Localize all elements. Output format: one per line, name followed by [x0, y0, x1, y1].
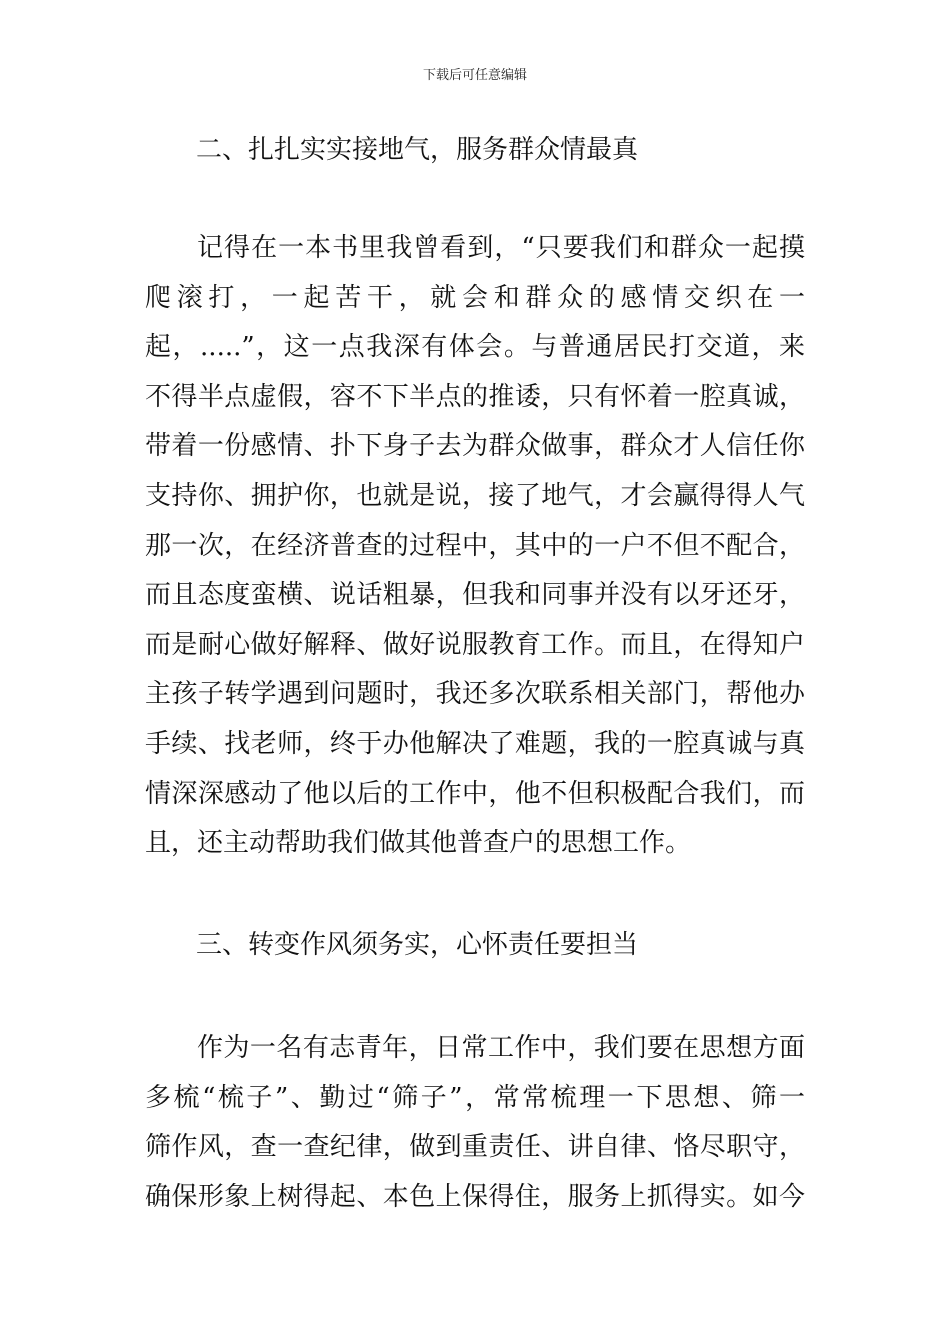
paragraph-line: 不得半点虚假，容不下半点的推诿，只有怀着一腔真诚， [145, 381, 805, 412]
paragraph-line: 爬滚打，一起苦干，就会和群众的感情交织在一 [145, 282, 805, 313]
paragraph-line: 那一次，在经济普查的过程中，其中的一户不但不配合， [145, 530, 805, 561]
paragraph-line: 筛作风，查一查纪律，做到重责任、讲自律、恪尽职守， [145, 1132, 805, 1163]
paragraph-line: 记得在一本书里我曾看到，“只要我们和群众一起摸 [197, 233, 805, 263]
section-heading-3: 三、转变作风须务实，心怀责任要担当 [196, 930, 639, 960]
paragraph-line: 确保形象上树得起、本色上保得住，服务上抓得实。如今 [145, 1181, 805, 1212]
paragraph-line: 作为一名有志青年，日常工作中，我们要在思想方面 [197, 1033, 805, 1063]
paragraph-line: 支持你、拥护你，也就是说，接了地气，才会赢得得人气 [145, 480, 805, 511]
section-3-paragraph [145, 1024, 805, 1222]
paragraph-line: 而是耐心做好解释、做好说服教育工作。而且，在得知户 [145, 629, 805, 660]
section-2-paragraph [145, 224, 805, 869]
paragraph-line: 且，还主动帮助我们做其他普查户的思想工作。 [145, 828, 692, 859]
paragraph-line: 手续、找老师，终于办他解决了难题，我的一腔真诚与真 [145, 728, 805, 759]
page-header-note: 下载后可任意编辑 [422, 68, 527, 83]
paragraph-line: 情深深感动了他以后的工作中，他不但积极配合我们，而 [145, 778, 805, 809]
section-heading-2: 二、扎扎实实接地气，服务群众情最真 [196, 135, 639, 165]
paragraph-line: 带着一份感情、扑下身子去为群众做事，群众才人信任你 [145, 431, 805, 462]
paragraph-line: 起，.....”，这一点我深有体会。与普通居民打交道，来 [145, 332, 805, 363]
paragraph-line: 而且态度蛮横、说话粗暴，但我和同事并没有以牙还牙， [145, 580, 805, 611]
paragraph-line: 多梳“梳子”、勤过“筛子”，常常梳理一下思想、筛一 [145, 1082, 805, 1113]
paragraph-line: 主孩子转学遇到问题时，我还多次联系相关部门，帮他办 [145, 679, 805, 710]
